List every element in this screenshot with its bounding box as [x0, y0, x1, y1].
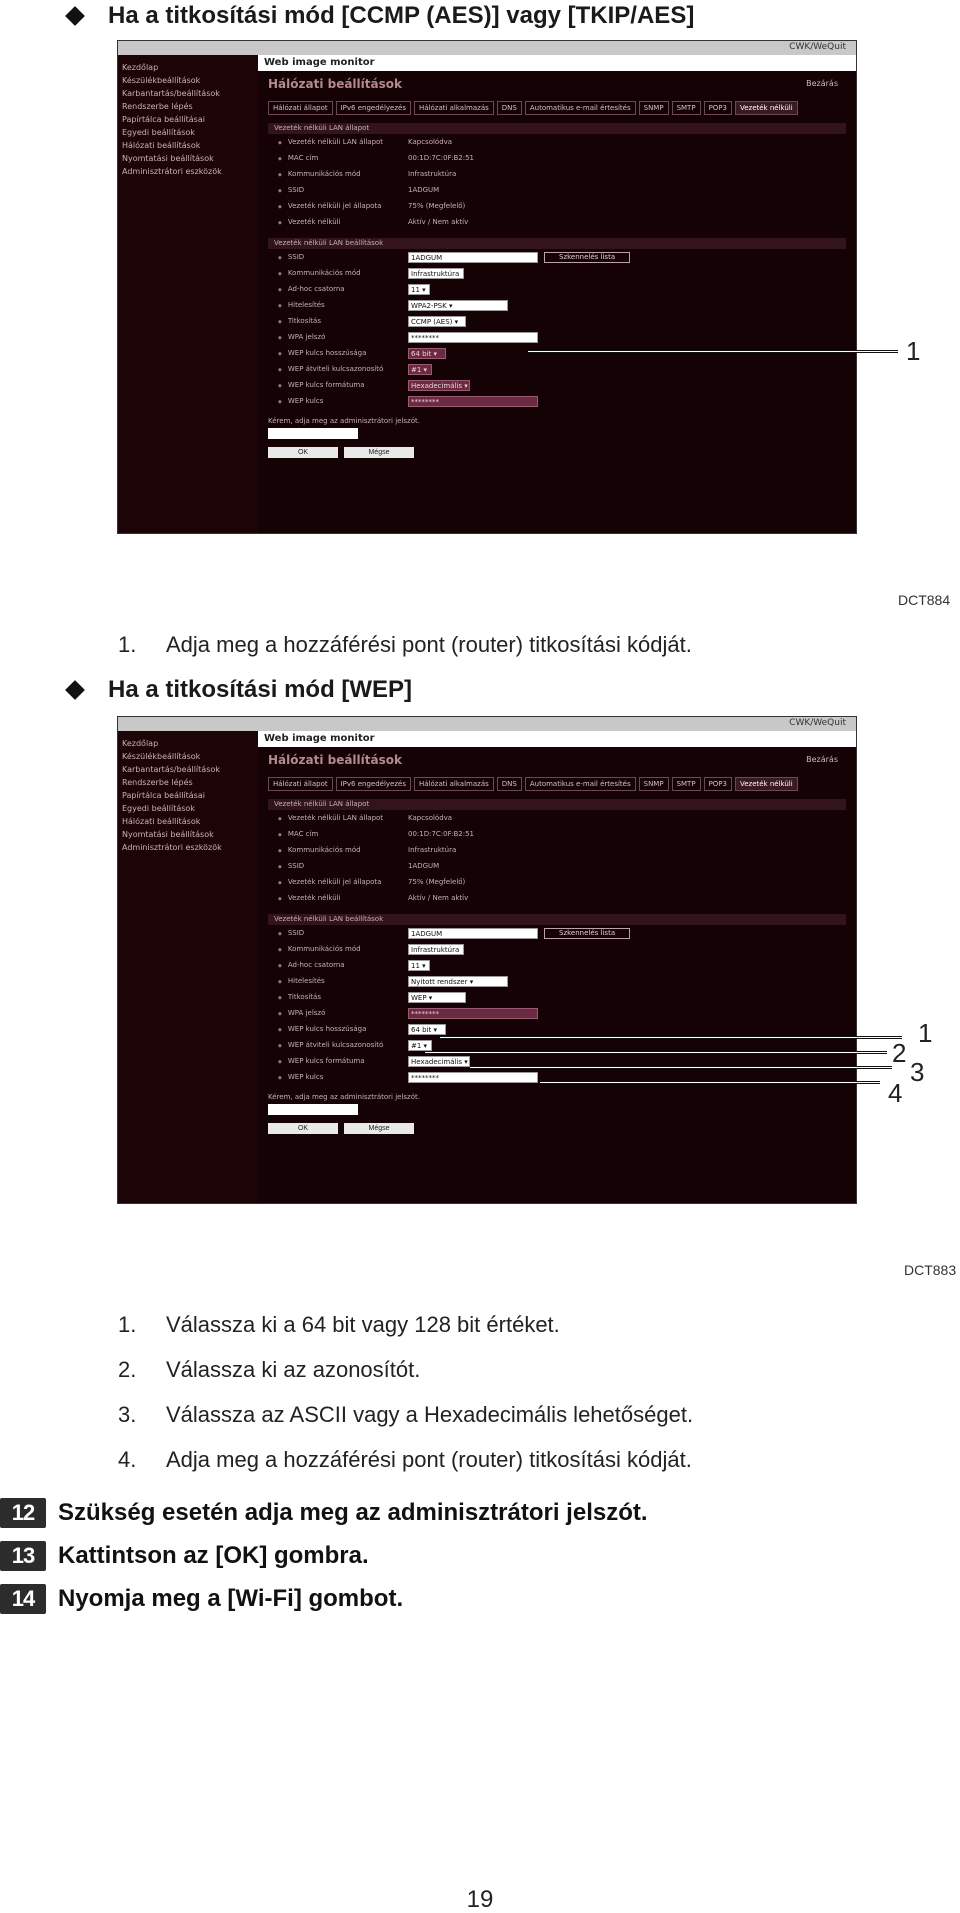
sidebar-item[interactable]: Nyomtatási beállítások [122, 154, 214, 163]
encryption-select[interactable]: CCMP (AES) ▾ [408, 316, 466, 327]
tab[interactable]: SMTP [672, 777, 701, 791]
row-value: 1ADGUM [408, 862, 440, 870]
status-row [268, 890, 846, 906]
sidebar-item[interactable]: Egyedi beállítások [122, 128, 195, 137]
wep-key-length-row [268, 1021, 846, 1037]
row-value: Kapcsolódva [408, 138, 453, 146]
page-title: Hálózati beállítások [268, 753, 402, 767]
step-text: Válassza ki az azonosítót. [166, 1357, 421, 1382]
figure-id-aes: DCT884 [898, 592, 951, 608]
wep-section-heading [68, 676, 412, 704]
major-step-14 [0, 1584, 403, 1614]
aes-callout-line-1 [528, 350, 898, 353]
close-link[interactable]: Bezárás [806, 79, 838, 88]
sidebar-item[interactable]: Egyedi beállítások [122, 804, 195, 813]
sidebar-item[interactable]: Készülékbeállítások [122, 752, 201, 761]
wep-key-format-select[interactable]: Hexadecimális ▾ [408, 380, 470, 391]
row-label: ◆ Ad-hoc csatorna [268, 961, 408, 969]
sidebar [118, 55, 258, 533]
wep-tx-key-select[interactable]: #1 ▾ [408, 1040, 432, 1051]
row-label: ◆ Vezeték nélküli jel állapota [268, 202, 408, 210]
wep-callout-3: 3 [910, 1057, 925, 1087]
ssid-row [268, 925, 846, 941]
wep-key-length-row [268, 345, 846, 361]
wep-heading-text: Ha a titkosítási mód [WEP] [108, 676, 413, 703]
wep-step [118, 1402, 693, 1428]
tab[interactable]: DNS [497, 777, 522, 791]
form-buttons [268, 447, 846, 458]
row-label: ◆ SSID [268, 186, 408, 194]
sidebar-item[interactable]: Kezdőlap [122, 739, 159, 748]
wpa-key-row [268, 329, 846, 345]
wep-callout-line-3 [470, 1066, 892, 1069]
auth-select[interactable]: Nyitott rendszer ▾ [408, 976, 508, 987]
status-row [268, 858, 846, 874]
aes-heading-text: Ha a titkosítási mód [CCMP (AES)] vagy [TKIP/AES] [108, 2, 695, 29]
row-label: ◆ WEP kulcs hosszúsága [268, 1025, 408, 1033]
status-row [268, 134, 846, 150]
browser-bar [118, 41, 856, 55]
step-number: 2. [118, 1357, 137, 1382]
wep-callout-2: 2 [892, 1038, 907, 1068]
comm-mode-select[interactable]: Infrastruktúra ▾ [408, 944, 464, 955]
aes-callout-1: 1 [906, 336, 921, 366]
wep-key-length-select[interactable]: 64 bit ▾ [408, 1024, 446, 1035]
brand-name: Web image monitor [264, 733, 375, 744]
status-group-header: Vezeték nélküli LAN állapot [268, 123, 846, 134]
row-label: ◆ WEP kulcs hosszúsága [268, 349, 408, 357]
wep-key-input[interactable]: ******** [408, 1072, 538, 1083]
row-label: ◆ Hitelesítés [268, 977, 408, 985]
row-value[interactable]: Aktív / Nem aktív [408, 894, 469, 902]
sidebar-item[interactable]: Papírtálca beállításai [122, 115, 205, 124]
comm-mode-select[interactable]: Infrastruktúra ▾ [408, 268, 464, 279]
step-number: 4. [118, 1447, 137, 1472]
row-label: ◆ Titkosítás [268, 317, 408, 325]
wep-step [118, 1357, 420, 1383]
sidebar-item[interactable]: Készülékbeállítások [122, 76, 201, 85]
row-label: ◆ Kommunikációs mód [268, 945, 408, 953]
wep-key-length-select[interactable]: 64 bit ▾ [408, 348, 446, 359]
cancel-button[interactable]: Mégse [344, 1123, 414, 1134]
row-label: ◆ Vezeték nélküli LAN állapot [268, 138, 408, 146]
tab[interactable]: Automatikus e-mail értesítés [525, 777, 636, 791]
row-label: ◆ WEP átviteli kulcsazonosító [268, 365, 408, 373]
row-label: ◆ Vezeték nélküli LAN állapot [268, 814, 408, 822]
wep-callout-line-2 [425, 1051, 887, 1054]
wep-tx-key-select[interactable]: #1 ▾ [408, 364, 432, 375]
scan-list-button[interactable]: Szkennelés lista [544, 928, 630, 939]
ssid-input[interactable]: 1ADGUM [408, 252, 538, 263]
row-label: ◆ WEP átviteli kulcsazonosító [268, 1041, 408, 1049]
row-label: ◆ Titkosítás [268, 993, 408, 1001]
main-panel [258, 747, 856, 1203]
wep-callout-line-4 [540, 1081, 880, 1084]
status-row [268, 874, 846, 890]
wep-callout-line-1 [440, 1036, 902, 1039]
aes-step [118, 632, 692, 658]
row-value: Infrastruktúra [408, 846, 457, 854]
step-number: 1. [118, 1312, 137, 1337]
major-step-13 [0, 1541, 369, 1571]
step-number: 3. [118, 1402, 137, 1427]
row-value[interactable]: Aktív / Nem aktív [408, 218, 469, 226]
tab[interactable]: Automatikus e-mail értesítés [525, 101, 636, 115]
major-step-text: Szükség esetén adja meg az adminisztrátori jelszót. [58, 1499, 648, 1526]
page-title: Hálózati beállítások [268, 77, 402, 91]
row-label: ◆ SSID [268, 929, 408, 937]
form-buttons [268, 1123, 846, 1134]
encryption-row [268, 313, 846, 329]
diamond-bullet-icon [65, 680, 85, 700]
cancel-button[interactable]: Mégse [344, 447, 414, 458]
sidebar-item[interactable]: Adminisztrátori eszközök [122, 167, 222, 176]
aes-screenshot [117, 40, 857, 534]
adhoc-channel-select[interactable]: 11 ▾ [408, 960, 430, 971]
sidebar-item[interactable]: Papírtálca beállításai [122, 791, 205, 800]
wep-key-input[interactable]: ******** [408, 396, 538, 407]
row-label: ◆ Hitelesítés [268, 301, 408, 309]
row-label: ◆ WPA jelszó [268, 333, 408, 341]
tab-bar [268, 777, 846, 791]
wep-key-format-row [268, 377, 846, 393]
brand-bar [258, 731, 856, 747]
sidebar-item[interactable]: Kezdőlap [122, 63, 159, 72]
brand-name: Web image monitor [264, 57, 375, 68]
comm-mode-row [268, 265, 846, 281]
wep-step [118, 1447, 692, 1473]
tab[interactable]: POP3 [704, 777, 732, 791]
wep-callout-1: 1 [918, 1018, 933, 1048]
step-number-badge: 12 [0, 1498, 46, 1528]
row-label: ◆ WEP kulcs [268, 397, 408, 405]
step-text: Válassza ki a 64 bit vagy 128 bit értéket. [166, 1312, 560, 1337]
status-row [268, 198, 846, 214]
major-step-text: Nyomja meg a [Wi-Fi] gombot. [58, 1585, 404, 1612]
tab[interactable]: Hálózati állapot [268, 777, 333, 791]
settings-group-header: Vezeték nélküli LAN beállítások [268, 238, 846, 249]
sidebar-item[interactable]: Karbantartás/beállítások [122, 89, 220, 98]
sidebar-item[interactable]: Hálózati beállítások [122, 141, 201, 150]
diamond-bullet-icon [65, 6, 85, 26]
aes-section-heading [68, 2, 694, 30]
auth-select[interactable]: WPA2-PSK ▾ [408, 300, 508, 311]
wep-callout-4: 4 [888, 1078, 903, 1108]
step-text: Adja meg a hozzáférési pont (router) titkosítási kódját. [166, 1447, 692, 1472]
step-text: Válassza az ASCII vagy a Hexadecimális lehetőséget. [166, 1402, 694, 1427]
row-label: ◆ WEP kulcs [268, 1073, 408, 1081]
admin-password-note: Kérem, adja meg az adminisztrátori jelszót. [268, 417, 420, 425]
tab-wireless[interactable]: Vezeték nélküli [735, 101, 798, 115]
tab-bar [268, 101, 846, 115]
status-row [268, 166, 846, 182]
tab[interactable]: POP3 [704, 101, 732, 115]
adhoc-channel-select[interactable]: 11 ▾ [408, 284, 430, 295]
row-value: Infrastruktúra [408, 170, 457, 178]
row-label: ◆ WEP kulcs formátuma [268, 381, 408, 389]
row-label: ◆ SSID [268, 253, 408, 261]
ssid-row [268, 249, 846, 265]
tab[interactable]: SMTP [672, 101, 701, 115]
wpa-key-row [268, 1005, 846, 1021]
tab[interactable]: Hálózati alkalmazás [414, 101, 494, 115]
step-number-badge: 13 [0, 1541, 46, 1571]
wep-key-format-select[interactable]: Hexadecimális ▾ [408, 1056, 470, 1067]
tab-wireless[interactable]: Vezeték nélküli [735, 777, 798, 791]
tab[interactable]: Hálózati alkalmazás [414, 777, 494, 791]
tab[interactable]: SNMP [639, 777, 669, 791]
admin-password-note: Kérem, adja meg az adminisztrátori jelszót. [268, 1093, 420, 1101]
tab[interactable]: SNMP [639, 101, 669, 115]
row-label: ◆ Ad-hoc csatorna [268, 285, 408, 293]
status-row [268, 150, 846, 166]
row-label: ◆ Kommunikációs mód [268, 846, 408, 854]
sidebar-item[interactable]: Karbantartás/beállítások [122, 765, 220, 774]
row-label: ◆ Vezeték nélküli [268, 894, 408, 902]
sidebar [118, 731, 258, 1203]
tab[interactable]: Hálózati állapot [268, 101, 333, 115]
admin-password-input[interactable] [268, 428, 358, 439]
row-label: ◆ MAC cím [268, 830, 408, 838]
comm-mode-row [268, 941, 846, 957]
wep-key-row [268, 393, 846, 409]
ok-button[interactable]: OK [268, 447, 338, 458]
tab[interactable]: DNS [497, 101, 522, 115]
admin-password-input[interactable] [268, 1104, 358, 1115]
row-label: ◆ WEP kulcs formátuma [268, 1057, 408, 1065]
sidebar-item[interactable]: Nyomtatási beállítások [122, 830, 214, 839]
brand-bar [258, 55, 856, 71]
status-row [268, 810, 846, 826]
wep-tx-key-row [268, 361, 846, 377]
row-value: 00:1D:7C:0F:B2:51 [408, 154, 474, 162]
major-step-text: Kattintson az [OK] gombra. [58, 1542, 369, 1569]
row-label: ◆ Kommunikációs mód [268, 269, 408, 277]
sidebar-item[interactable]: Hálózati beállítások [122, 817, 201, 826]
row-label: ◆ SSID [268, 862, 408, 870]
auth-row [268, 297, 846, 313]
wep-step [118, 1312, 560, 1338]
sidebar-item[interactable]: Adminisztrátori eszközök [122, 843, 222, 852]
row-label: ◆ MAC cím [268, 154, 408, 162]
status-row [268, 826, 846, 842]
row-value: Kapcsolódva [408, 814, 453, 822]
browser-bar-text: CWK/WeQuit [789, 718, 846, 728]
main-panel [258, 71, 856, 533]
wpa-key-input[interactable]: ******** [408, 1008, 538, 1019]
tab[interactable]: IPv6 engedélyezés [336, 777, 411, 791]
browser-bar-text: CWK/WeQuit [789, 42, 846, 52]
figure-id-wep: DCT883 [904, 1262, 957, 1278]
status-row [268, 842, 846, 858]
row-label: ◆ Vezeték nélküli [268, 218, 408, 226]
sidebar-item[interactable]: Rendszerbe lépés [122, 102, 193, 111]
row-label: ◆ Vezeték nélküli jel állapota [268, 878, 408, 886]
status-row [268, 182, 846, 198]
row-value: 75% (Megfelelő) [408, 878, 466, 886]
wep-screenshot [117, 716, 857, 1204]
ssid-input[interactable]: 1ADGUM [408, 928, 538, 939]
row-value: 1ADGUM [408, 186, 440, 194]
encryption-row [268, 989, 846, 1005]
auth-row [268, 973, 846, 989]
encryption-select[interactable]: WEP ▾ [408, 992, 466, 1003]
tab[interactable]: IPv6 engedélyezés [336, 101, 411, 115]
status-group-header: Vezeték nélküli LAN állapot [268, 799, 846, 810]
adhoc-channel-row [268, 281, 846, 297]
row-value: 00:1D:7C:0F:B2:51 [408, 830, 474, 838]
ok-button[interactable]: OK [268, 1123, 338, 1134]
settings-group-header: Vezeték nélküli LAN beállítások [268, 914, 846, 925]
step-number: 1. [118, 632, 137, 657]
row-label: ◆ Kommunikációs mód [268, 170, 408, 178]
step-number-badge: 14 [0, 1584, 46, 1614]
browser-bar [118, 717, 856, 731]
page-number: 19 [466, 1886, 494, 1913]
row-label: ◆ WPA jelszó [268, 1009, 408, 1017]
step-text: Adja meg a hozzáférési pont (router) titkosítási kódját. [166, 632, 692, 657]
sidebar-item[interactable]: Rendszerbe lépés [122, 778, 193, 787]
major-step-12 [0, 1498, 648, 1528]
scan-list-button[interactable]: Szkennelés lista [544, 252, 630, 263]
row-value: 75% (Megfelelő) [408, 202, 466, 210]
adhoc-channel-row [268, 957, 846, 973]
status-row [268, 214, 846, 230]
wpa-key-input[interactable]: ******** [408, 332, 538, 343]
close-link[interactable]: Bezárás [806, 755, 838, 764]
